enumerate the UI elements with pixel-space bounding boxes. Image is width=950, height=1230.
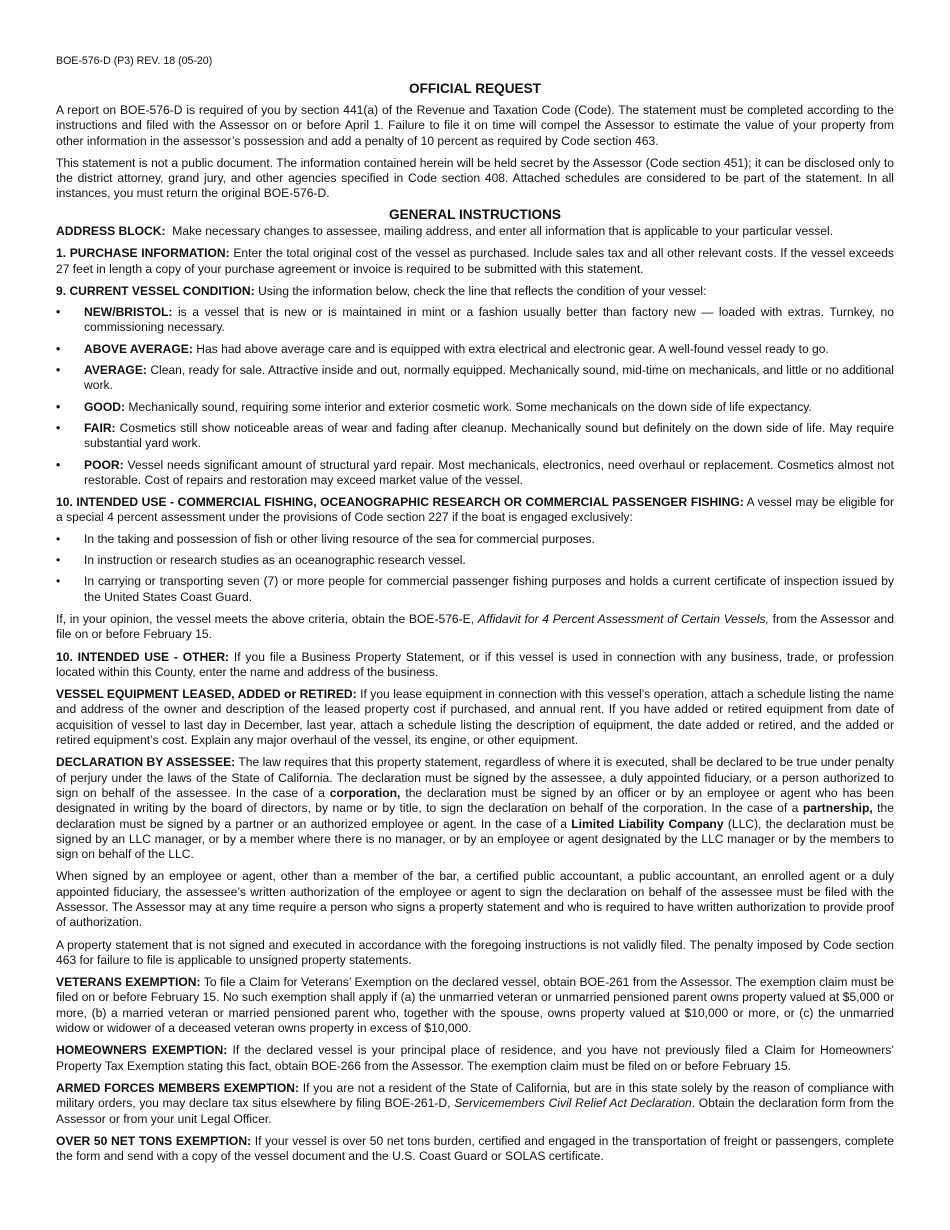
address-block-text: Make necessary changes to assessee, mailing address, and enter all information that is applicable to your particular vessel. [172,224,834,238]
condition-text: Has had above average care and is equipped with extra electrical and electronic gear. A well-found vessel ready to go. [196,341,829,356]
bullet: • [56,305,61,320]
servicemembers-declaration-title: Servicemembers Civil Relief Act Declaration [454,1096,692,1111]
condition-text: Cosmetics still show noticeable areas of wear and fading after cleanup. Mechanically sound but definitely on the down side of life. May require substantial yard work. [84,420,894,451]
declaration-instruction [56,755,894,862]
form-id: BOE-576-D (P3) REV. 18 (05-20) [56,55,213,67]
condition-item-poor [56,458,894,489]
general-instructions-title: GENERAL INSTRUCTIONS [389,207,561,222]
over-50-tons-exemption-text: If your vessel is over 50 net tons burden, certified and engaged in the transportation of freight or passengers, complete the form and send with a copy of the vessel document and the U.S. Coast Guard or SOLAS certificate. [56,1133,894,1164]
equipment-instruction [56,687,894,748]
declaration-corporation: corporation, [329,785,401,800]
commercial-item-fishing [56,532,894,547]
condition-text: is a vessel that is new or is maintained in mint or a fashion usually better than factory new — loaded with extras. Turnkey, no commissioning necessary. [84,305,894,335]
condition-item-above-average [56,342,894,357]
homeowners-exemption-instruction [56,1043,894,1074]
purchase-information-instruction [56,246,894,277]
bullet: • [56,363,61,378]
condition-item-average [56,363,894,394]
veterans-exemption-instruction [56,975,894,1036]
other-use-instruction [56,650,894,681]
bullet: • [56,553,61,568]
veterans-exemption-label: VETERANS EXEMPTION: [56,975,201,990]
criteria-text-post: from the Assessor and file on or before February 15. [56,611,894,642]
declaration-text-4: (LLC), the declaration must be signed by an LLC manager, or by a member where there is no manager, or by an employee or agent designated by the LLC manager or by the members to sign on behalf of the LLC. [56,816,894,862]
commercial-item-research [56,553,894,568]
equipment-text: If you lease equipment in connection with this vessel’s operation, attach a schedule listing the name and address of the owner and description of the leased property cost if purchased, and annual rent. If you have added or retired equipment from date of acquisition of vessel to last day in December, last year, attach a schedule listing the description of equipment, the date added or retired, and the added or retired equipment’s cost. Explain any major overhaul of the vessel, its engine, or other equipment. [56,687,894,748]
commercial-item-text: In the taking and possession of fish or other living resource of the sea for commercial purposes. [84,531,595,546]
veterans-exemption-text: To file a Claim for Veterans’ Exemption on the declared vessel, obtain BOE-261 from the Assessor. The exemption claim must be filed on or before February 15. No such exemption shall apply if (a) the unmarried veteran or unmarried pensioned parent owns property valued at $5,000 or more, (b) a married veteran or married pensioned parent who, together with the spouse, owns property valued at $10,000 or more, or (c) the unmarried widow or widower of a deceased veteran owns property in excess of $10,000. [56,975,894,1036]
bullet: • [56,574,61,589]
condition-label: FAIR: [84,420,116,435]
official-request-title: OFFICIAL REQUEST [409,81,541,96]
vessel-condition-instruction [56,284,894,299]
general-instructions-body [56,224,894,1164]
agent-authorization-paragraph: When signed by an employee or agent, other than a member of the bar, a certified public accountant, a public accountant, an enrolled agent or a duly appointed fiduciary, the assessee’s written authorization of the employee or agent to sign the declaration on behalf of the assessee must be filed with the Assessor. The Assessor may at any time require a person who signs a property statement and who is required to have written authorization to provide proof of authorization. [56,869,894,930]
bullet: • [56,420,61,435]
official-request-paragraph-1: A report on BOE-576-D is required of you by section 441(a) of the Revenue and Taxation Code (Code). The statement must be completed according to the instructions and filed with the Assessor on or before April 1. Failure to file it on time will compel the Assessor to estimate the value of your property from other information in the assessor’s possession and add a penalty of 10 percent as required by Code section 463. [56,103,894,148]
official-request-body [56,103,894,202]
commercial-item-text: In instruction or research studies as an oceanographic research vessel. [84,553,466,568]
condition-item-fair [56,421,894,452]
homeowners-exemption-text: If the declared vessel is your principal place of residence, and you have not previously filed a Claim for Homeowners’ Property Tax Exemption stating this fact, obtain BOE-266 from the Assessor. The exemption claim must be filed on or before February 15. [56,1043,894,1073]
condition-label: ABOVE AVERAGE: [84,341,193,356]
other-use-label: 10. INTENDED USE - OTHER: [56,649,230,664]
declaration-text-3: the declaration must be signed by a partner or an authorized employee or agent. In the case of a [56,801,894,831]
condition-item-good [56,400,894,415]
condition-item-new-bristol [56,305,894,336]
address-block-instruction [56,224,894,239]
commercial-use-instruction [56,495,894,526]
bullet: • [56,457,61,472]
bullet: • [56,531,61,546]
armed-forces-exemption-instruction [56,1081,894,1127]
other-use-text: If you file a Business Property Statement, or if this vessel is used in connection with any business, trade, or profession located within this County, enter the name and address of the business. [56,649,894,679]
declaration-llc: Limited Liability Company [571,816,724,831]
address-block-label: ADDRESS BLOCK: [56,224,166,238]
declaration-text-2: the declaration must be signed by an officer or by an employee or agent who has been designated in writing by the board of directors, by name or by title, to sign the declaration on behalf of the corporation. In the case of a [56,785,894,816]
commercial-use-label: 10. INTENDED USE - COMMERCIAL FISHING, OCEANOGRAPHIC RESEARCH OR COMMERCIAL PASSENGER FISHING: [56,495,744,510]
armed-forces-exemption-text-2: . Obtain the declaration form from the Assessor or from your unit Legal Officer. [56,1096,894,1126]
condition-label: NEW/BRISTOL: [84,305,173,320]
over-50-tons-exemption-label: OVER 50 NET TONS EXEMPTION: [56,1133,252,1148]
over-50-tons-exemption-instruction [56,1134,894,1165]
armed-forces-exemption-label: ARMED FORCES MEMBERS EXEMPTION: [56,1080,300,1095]
condition-label: GOOD: [84,399,125,414]
purchase-information-text: Enter the total original cost of the vessel as purchased. Include sales tax and all other relevant costs. If the vessel exceeds 27 feet in length a copy of your purchase agreement or invoice is required to be submitted with this statement. [56,246,894,276]
vessel-condition-label: 9. CURRENT VESSEL CONDITION: [56,283,255,298]
condition-text: Clean, ready for sale. Attractive inside and out, normally equipped. Mechanically sound, mid-time on mechanicals, and little or no additional work. [84,363,894,393]
armed-forces-exemption-text-1: If you are not a resident of the State of California, but are in this state solely by the reason of compliance with military orders, you may declare tax situs elsewhere by filing BOE-261-D, [56,1080,894,1111]
purchase-information-label: 1. PURCHASE INFORMATION: [56,246,230,261]
bullet: • [56,341,61,356]
affidavit-title: Affidavit for 4 Percent Assessment of Certain Vessels, [477,611,769,626]
condition-label: AVERAGE: [84,363,147,378]
bullet: • [56,399,61,414]
official-request-paragraph-2: This statement is not a public document. The information contained herein will be held secret by the Assessor (Code section 451); it can be disclosed only to the district attorney, grand jury, and other agencies specified in Code section 408. Attached schedules are considered to be part of the statement. In all instances, you must return the original BOE-576-D. [56,155,894,201]
equipment-label: VESSEL EQUIPMENT LEASED, ADDED or RETIRED: [56,687,357,702]
declaration-text-1: The law requires that this property statement, regardless of where it is executed, shall be declared to be true under penalty of perjury under the laws of the State of California. The declaration must be signed by the assessee, a duly appointed fiduciary, or a person authorized to sign on behalf of the assessee. In the case of a [56,755,894,800]
declaration-label: DECLARATION BY ASSESSEE: [56,755,236,770]
criteria-instruction [56,612,894,643]
commercial-item-text: In carrying or transporting seven (7) or more people for commercial passenger fishing purposes and holds a current certificate of inspection issued by the United States Coast Guard. [84,574,894,604]
commercial-item-passenger [56,574,894,605]
criteria-text-pre: If, in your opinion, the vessel meets the above criteria, obtain the BOE-576-E, [56,611,475,626]
declaration-partnership: partnership, [802,801,873,816]
condition-label: POOR: [84,457,124,472]
commercial-use-text: A vessel may be eligible for a special 4 percent assessment under the provisions of Code section 227 if the boat is engaged exclusively: [56,495,894,525]
homeowners-exemption-label: HOMEOWNERS EXEMPTION: [56,1043,228,1058]
condition-text: Mechanically sound, requiring some interior and exterior cosmetic work. Some mechanicals on the down side of life expectancy. [128,399,812,414]
vessel-condition-text: Using the information below, check the line that reflects the condition of your vessel: [258,283,707,298]
condition-text: Vessel needs significant amount of structural yard repair. Most mechanicals, electronics, need overhaul or replacement. Cosmetics almost not restorable. Cost of repairs and restoration may exceed market value of the vessel. [84,457,894,487]
unsigned-statement-paragraph: A property statement that is not signed and executed in accordance with the foregoing instructions is not validly filed. The penalty imposed by Code section 463 for failure to file is applicable to unsigned property statements. [56,937,894,967]
